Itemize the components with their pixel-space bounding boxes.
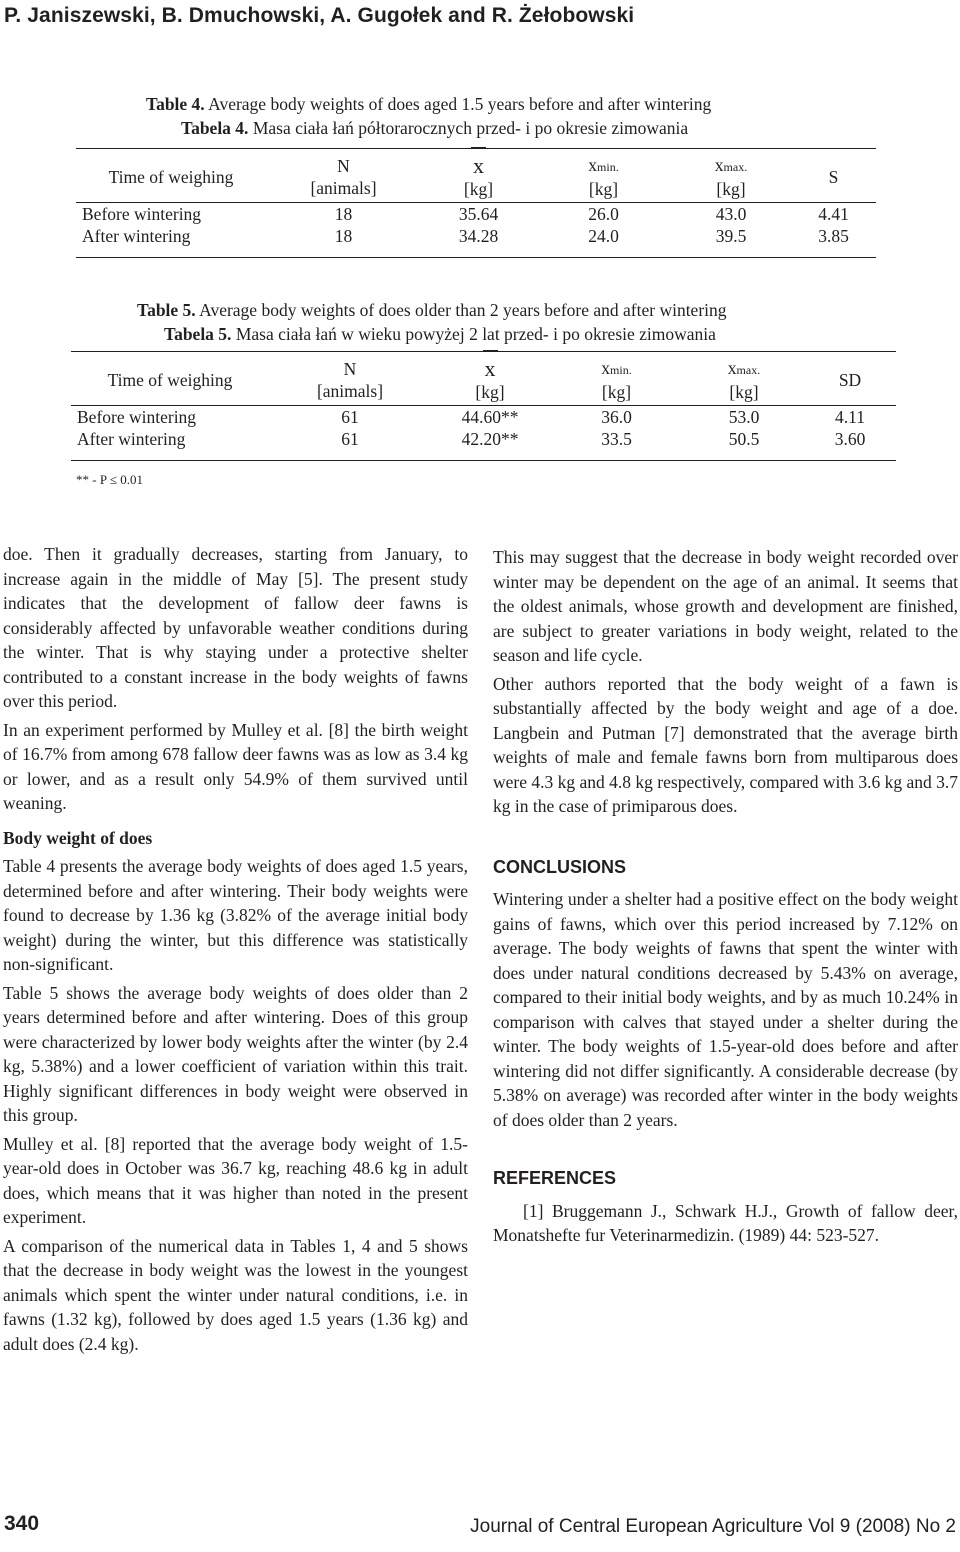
- cell-mean: 44.60**: [461, 407, 519, 427]
- right-column: [493, 545, 958, 1252]
- cell-max: 43.0: [715, 204, 747, 224]
- cell-min: 33.5: [601, 429, 632, 449]
- cell-min: 36.0: [601, 407, 632, 427]
- row-label: Before wintering: [82, 204, 202, 224]
- cell-n: 18: [334, 226, 353, 246]
- cell-max: 50.5: [728, 429, 760, 449]
- table5-top-rule: [71, 351, 896, 352]
- cell-n: 61: [341, 407, 359, 427]
- left-column: [3, 542, 468, 1360]
- cell-n: 61: [341, 429, 359, 449]
- table4-header-max: xmax. [kg]: [671, 152, 791, 203]
- table-row: [76, 225, 876, 247]
- cell-mean: 35.64: [458, 204, 499, 224]
- cell-s: 3.60: [834, 429, 866, 449]
- section-heading-references: REFERENCES: [493, 1168, 617, 1188]
- row-label: Before wintering: [77, 407, 197, 427]
- page-number: 340: [4, 1512, 40, 1535]
- table4: [76, 152, 876, 247]
- cell-max: 39.5: [715, 226, 747, 246]
- cell-mean: 42.20**: [461, 429, 519, 449]
- running-header-authors: P. Janiszewski, B. Dmuchowski, A. Gugołek and R. Żełobowski: [4, 4, 635, 27]
- cell-min: 24.0: [588, 226, 619, 246]
- row-label: After wintering: [77, 429, 186, 449]
- table4-bottom-rule: [76, 257, 876, 258]
- table5-header-row: [71, 355, 896, 406]
- table5: [71, 355, 896, 450]
- table-row: [76, 203, 876, 226]
- paragraph: Table 5 shows the average body weights of does older than 2 years determined before and after wintering. Does of this group were characterized by lower body weights after the winter (by 2.4 kg, 5.38%) and a lower coefficient of variation within this trait. Highly significant differences in body weight were observed in this group.: [3, 982, 468, 1125]
- cell-s: 4.11: [835, 407, 865, 427]
- table5-bottom-rule: [71, 460, 896, 461]
- table4-top-rule: [76, 148, 876, 149]
- table5-caption-en: Table 5. Average body weights of does older than 2 years before and after wintering: [137, 300, 727, 320]
- cell-min: 26.0: [588, 204, 619, 224]
- paragraph: doe. Then it gradually decreases, starting from January, to increase again in the middle of May [5]. The present study indicates that the development of fallow deer fawns is considerably affected by unfavorable weather conditions during the winter. That is why staying under a protective shelter contributed to a constant increase in the body weights of fawns over this period.: [3, 544, 468, 711]
- table-row: [71, 406, 896, 429]
- table5-header-mean: x [kg]: [431, 355, 549, 406]
- table4-caption-pl: Tabela 4. Masa ciała łań półtorarocznych przed- i po okresie zimowania: [181, 118, 689, 138]
- cell-mean: 34.28: [458, 226, 499, 246]
- table4-header-min: xmin. [kg]: [536, 152, 671, 203]
- table5-header-time: Time of weighing: [71, 355, 269, 406]
- table5-header-max: xmax. [kg]: [684, 355, 804, 406]
- paragraph: Other authors reported that the body weight of a fawn is substantially affected by the body weight and age of a doe. Langbein and Putman [7] demonstrated that the average birth weights of male and female fawns born from multiparous does were 4.3 kg and 4.8 kg respectively, compared with 3.6 kg and 3.7 kg in the case of primiparous does.: [493, 673, 958, 816]
- table4-header-n: N [animals]: [266, 152, 421, 203]
- paragraph: In an experiment performed by Mulley et al. [8] the birth weight of 16.7% from among 678 fallow deer fawns was as low as 3.4 kg or lower, and as a result only 54.9% of them survived until weaning.: [3, 719, 468, 813]
- section-heading-body-weight: Body weight of does: [3, 827, 153, 848]
- table5-caption-pl: Tabela 5. Masa ciała łań w wieku powyżej 2 lat przed- i po okresie zimowania: [164, 324, 716, 344]
- table-row: [71, 428, 896, 450]
- table4-header-mean: x [kg]: [421, 152, 536, 203]
- table5-header-min: xmin. [kg]: [549, 355, 684, 406]
- table4-header-time: Time of weighing: [76, 152, 266, 203]
- table4-header-row: [76, 152, 876, 203]
- journal-footer: Journal of Central European Agriculture Vol 9 (2008) No 2: [470, 1516, 956, 1537]
- paragraph: Table 4 presents the average body weights of does aged 1.5 years, determined before and after wintering. Their body weights were found to decrease by 1.36 kg (3.82% of the average initial body weight) during the winter, but this difference was statistically non-significant.: [3, 856, 468, 974]
- paragraph: This may suggest that the decrease in body weight recorded over winter may be dependent on the age of an animal. It seems that the oldest animals, whose growth and development are finished, are subject to greater variations in body weight, related to the season and life cycle.: [493, 547, 958, 665]
- row-label: After wintering: [82, 226, 191, 246]
- table5-header-n: N [animals]: [269, 355, 431, 406]
- reference-item: [1] Bruggemann J., Schwark H.J., Growth of fallow deer, Monatshefte fur Veterinarmedizin. (1989) 44: 523-527.: [493, 1200, 958, 1245]
- table4-header-s: S: [791, 152, 876, 203]
- section-heading-conclusions: CONCLUSIONS: [493, 856, 627, 877]
- cell-s: 4.41: [818, 204, 849, 224]
- cell-s: 3.85: [818, 226, 849, 246]
- cell-n: 18: [334, 204, 353, 224]
- paragraph: Wintering under a shelter had a positive effect on the body weight gains of fawns, which over this period increased by 7.12% on average. The body weights of fawns that spent the winter with does under natural conditions decreased by 5.43% on average, compared to their initial body weights, and by as much 10.24% in comparison with calves that stayed under a shelter during the winter. The body weights of 1.5-year-old does before and after wintering did not differ significantly. A considerable decrease (by 5.38% on average) was recorded after winter in the body weights of does older than 2 years.: [493, 889, 958, 1130]
- cell-max: 53.0: [728, 407, 760, 427]
- table5-significance-note: ** - P ≤ 0.01: [76, 472, 143, 487]
- paragraph: A comparison of the numerical data in Tables 1, 4 and 5 shows that the decrease in body weight was the lowest in the youngest animals which spent the winter under natural conditions, i.e. in fawns (1.32 kg), followed by does aged 1.5 years (1.36 kg) and adult does (2.4 kg).: [3, 1235, 468, 1354]
- table4-caption-en: Table 4. Average body weights of does aged 1.5 years before and after wintering: [146, 94, 712, 114]
- paragraph: Mulley et al. [8] reported that the average body weight of 1.5-year-old does in October was 36.7 kg, reaching 48.6 kg in adult does, which means that it was higher than noted in the present experiment.: [3, 1133, 468, 1227]
- table5-header-s: SD: [804, 355, 896, 406]
